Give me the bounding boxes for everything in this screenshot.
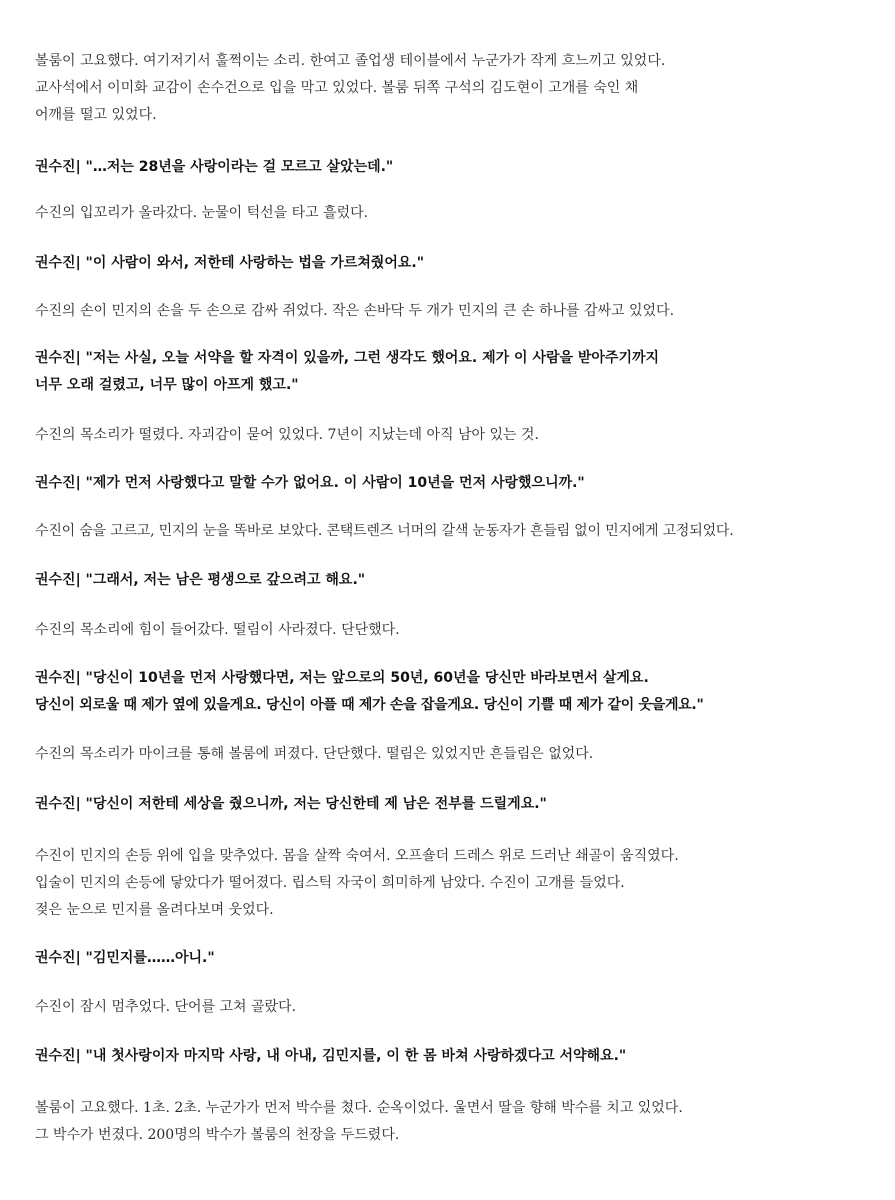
dialogue-paragraph: [35, 567, 875, 594]
text-line: 권수진| "당신이 10년을 먼저 사랑했다면, 저는 앞으로의 50년, 60년을 당신만 바라보면서 살게요.: [35, 670, 649, 686]
text-line: 그 박수가 번졌다. 200명의 박수가 볼룸의 천장을 두드렸다.: [35, 1127, 400, 1143]
text-line: 수진의 입꼬리가 올라갔다. 눈물이 턱선을 타고 흘렀다.: [35, 205, 369, 221]
text-line: 당신이 외로울 때 제가 옆에 있을게요. 당신이 아플 때 제가 손을 잡을게요. 당신이 기쁠 때 제가 같이 웃을게요.": [35, 697, 704, 713]
text-line: 수진이 민지의 손등 위에 입을 맞추었다. 몸을 살짝 숙여서. 오프숄더 드레스 위로 드러난 쇄골이 움직였다.: [35, 848, 679, 864]
text-line: 권수진| "이 사람이 와서, 저한테 사랑하는 법을 가르쳐줬어요.": [35, 255, 425, 271]
text-line: 볼룸이 고요했다. 1초. 2초. 누군가가 먼저 박수를 쳤다. 순옥이었다. 울면서 딸을 향해 박수를 치고 있었다.: [35, 1100, 683, 1116]
narration-paragraph: [35, 48, 875, 129]
dialogue-paragraph: [35, 791, 875, 818]
text-line: 볼룸이 고요했다. 여기저기서 훌쩍이는 소리. 한여고 졸업생 테이블에서 누군가가 작게 흐느끼고 있었다.: [35, 53, 666, 69]
text-line: 권수진| "김민지를……아니.": [35, 950, 215, 966]
text-line: 권수진| "내 첫사랑이자 마지막 사랑, 내 아내, 김민지를, 이 한 몸 바쳐 사랑하겠다고 서약해요.": [35, 1048, 627, 1064]
text-line: 수진이 숨을 고르고, 민지의 눈을 똑바로 보았다. 콘택트렌즈 너머의 갈색 눈동자가 흔들림 없이 민지에게 고정되었다.: [35, 523, 734, 539]
text-line: 권수진| "제가 먼저 사랑했다고 말할 수가 없어요. 이 사람이 10년을 먼저 사랑했으니까.": [35, 475, 585, 491]
text-line: 어깨를 떨고 있었다.: [35, 107, 157, 123]
dialogue-paragraph: [35, 945, 875, 972]
text-line: 권수진| "저는 사실, 오늘 서약을 할 자격이 있을까, 그런 생각도 했어요. 제가 이 사람을 받아주기까지: [35, 350, 660, 366]
text-line: 교사석에서 이미화 교감이 손수건으로 입을 막고 있었다. 볼룸 뒤쪽 구석의 김도현이 고개를 숙인 채: [35, 80, 639, 96]
narration-paragraph: [35, 741, 875, 768]
dialogue-paragraph: [35, 665, 875, 719]
narration-paragraph: [35, 422, 875, 449]
narration-paragraph: [35, 518, 875, 545]
dialogue-paragraph: [35, 470, 875, 497]
narration-paragraph: [35, 1095, 875, 1149]
text-line: 수진이 잠시 멈추었다. 단어를 고쳐 골랐다.: [35, 999, 297, 1015]
narration-paragraph: [35, 994, 875, 1021]
text-line: 입술이 민지의 손등에 닿았다가 떨어졌다. 립스틱 자국이 희미하게 남았다. 수진이 고개를 들었다.: [35, 875, 625, 891]
narration-paragraph: [35, 298, 875, 325]
text-line: 수진의 목소리에 힘이 들어갔다. 떨림이 사라졌다. 단단했다.: [35, 622, 400, 638]
dialogue-paragraph: [35, 154, 875, 181]
narration-paragraph: [35, 843, 875, 924]
text-line: 권수진| "그래서, 저는 남은 평생으로 갚으려고 해요.": [35, 572, 366, 588]
narration-paragraph: [35, 200, 875, 227]
text-line: 너무 오래 걸렸고, 너무 많이 아프게 했고.": [35, 377, 299, 393]
narration-paragraph: [35, 617, 875, 644]
text-line: 수진의 목소리가 떨렸다. 자괴감이 묻어 있었다. 7년이 지났는데 아직 남아 있는 것.: [35, 427, 539, 443]
dialogue-paragraph: [35, 250, 875, 277]
text-line: 젖은 눈으로 민지를 올려다보며 웃었다.: [35, 902, 274, 918]
dialogue-paragraph: [35, 345, 875, 399]
text-line: 권수진| "당신이 저한테 세상을 줬으니까, 저는 당신한테 제 남은 전부를 드릴게요.": [35, 796, 547, 812]
text-line: 수진의 손이 민지의 손을 두 손으로 감싸 쥐었다. 작은 손바닥 두 개가 민지의 큰 손 하나를 감싸고 있었다.: [35, 303, 675, 319]
text-line: 권수진| "…저는 28년을 사랑이라는 걸 모르고 살았는데.": [35, 159, 394, 175]
text-line: 수진의 목소리가 마이크를 통해 볼룸에 퍼졌다. 단단했다. 떨림은 있었지만 흔들림은 없었다.: [35, 746, 594, 762]
dialogue-paragraph: [35, 1043, 875, 1070]
